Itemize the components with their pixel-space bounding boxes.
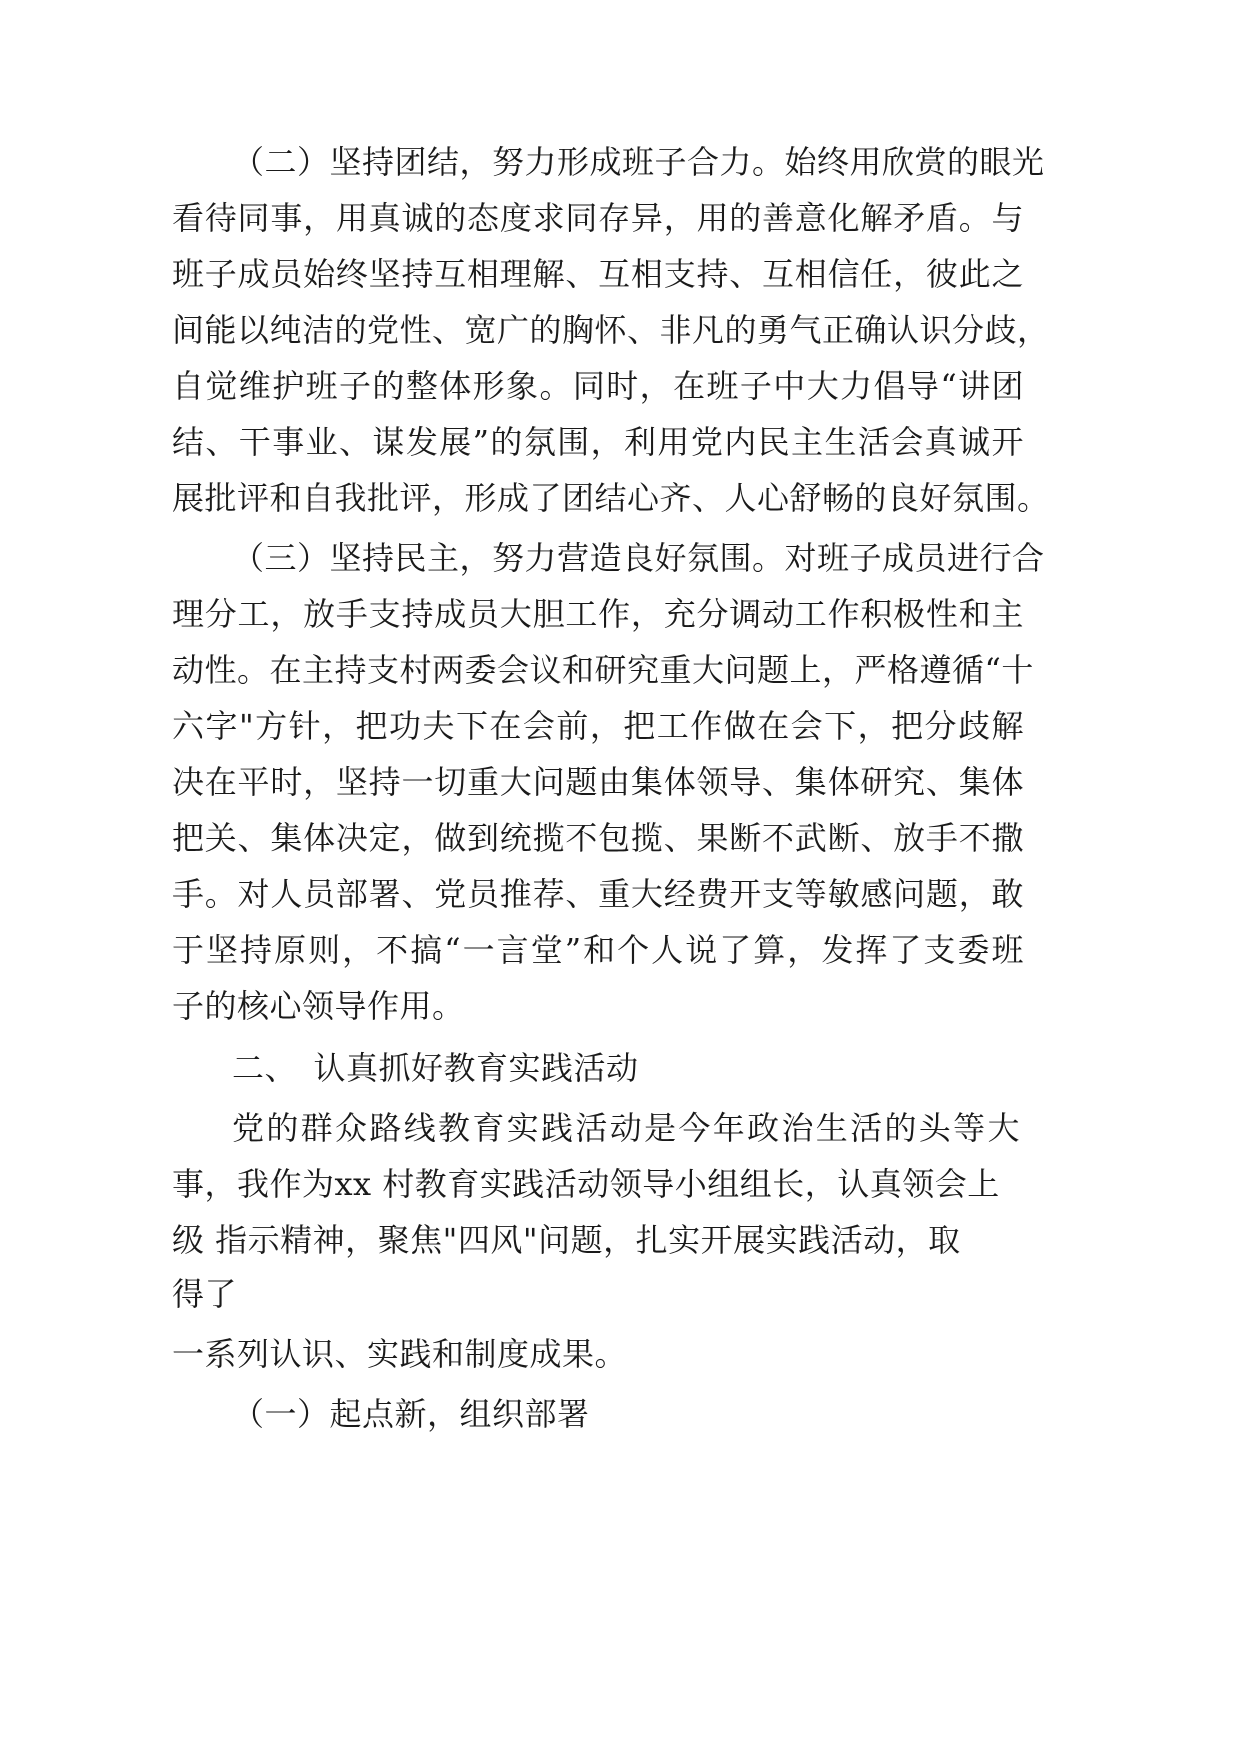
text-line (232, 143, 1045, 181)
text-line-content: 事，我作为xx 村教育实践活动领导小组组长，认真领会上 (172, 1165, 1000, 1203)
text-line-content: 得了 (172, 1275, 238, 1313)
text-line (172, 819, 1024, 857)
text-line-content: （二）坚持团结，努力形成班子合力。始终用欣赏的眼光 (232, 143, 1045, 181)
text-line (172, 1335, 628, 1373)
text-line (172, 875, 1024, 913)
text-line (172, 1221, 961, 1259)
text-line (172, 423, 1024, 461)
text-line-content: 党的群众路线教育实践活动是今年政治生活的头等大 (232, 1109, 1020, 1147)
text-line (172, 479, 1050, 517)
text-line-content: 自觉维护班子的整体形象。同时，在班子中大力倡导“讲团 (172, 367, 1024, 405)
text-line (172, 367, 1024, 405)
text-line-content: 结、干事业、谋发展”的氛围，利用党内民主生活会真诚开 (172, 423, 1024, 461)
text-line (172, 987, 465, 1025)
text-line (172, 595, 1024, 633)
text-line-content: 展批评和自我批评，形成了团结心齐、人心舒畅的良好氛围。 (172, 479, 1050, 517)
section-heading (232, 1049, 639, 1087)
text-line (172, 1165, 1000, 1203)
text-line-content: 级 指示精神，聚焦"四风"问题，扎实开展实践活动，取 (172, 1221, 961, 1259)
text-line-content: 一系列认识、实践和制度成果。 (172, 1335, 628, 1373)
text-line (232, 1109, 1020, 1147)
text-line (172, 763, 1024, 801)
text-line (172, 255, 1024, 293)
text-line-content: 动性。在主持支村两委会议和研究重大问题上，严格遵循“十 (172, 651, 1034, 689)
text-line-content: 六字"方针，把功夫下在会前，把工作做在会下，把分歧解 (172, 707, 1024, 745)
text-line (172, 651, 1034, 689)
text-line-content: 于坚持原则，不搞“一言堂”和个人说了算，发挥了支委班 (172, 931, 1024, 969)
text-line (172, 931, 1024, 969)
text-line (172, 311, 1050, 349)
text-line (172, 199, 1024, 237)
text-line-content: 子的核心领导作用。 (172, 987, 465, 1025)
text-line-content: 把关、集体决定，做到统揽不包揽、果断不武断、放手不撒 (172, 819, 1024, 857)
subsection-heading (232, 1395, 590, 1433)
text-line-content: 间能以纯洁的党性、宽广的胸怀、非凡的勇气正确认识分歧， (172, 311, 1050, 349)
text-line (232, 539, 1045, 577)
subsection-heading-text: （一）起点新，组织部署 (232, 1395, 590, 1433)
section-heading-text: 二、 认真抓好教育实践活动 (232, 1049, 639, 1087)
text-line (172, 707, 1024, 745)
text-line (172, 1275, 238, 1313)
text-line-content: 决在平时，坚持一切重大问题由集体领导、集体研究、集体 (172, 763, 1024, 801)
text-line-content: 理分工，放手支持成员大胆工作，充分调动工作积极性和主 (172, 595, 1024, 633)
text-line-content: 看待同事，用真诚的态度求同存异，用的善意化解矛盾。与 (172, 199, 1024, 237)
text-line-content: （三）坚持民主，努力营造良好氛围。对班子成员进行合 (232, 539, 1045, 577)
text-line-content: 班子成员始终坚持互相理解、互相支持、互相信任，彼此之 (172, 255, 1024, 293)
text-line-content: 手。对人员部署、党员推荐、重大经费开支等敏感问题，敢 (172, 875, 1024, 913)
